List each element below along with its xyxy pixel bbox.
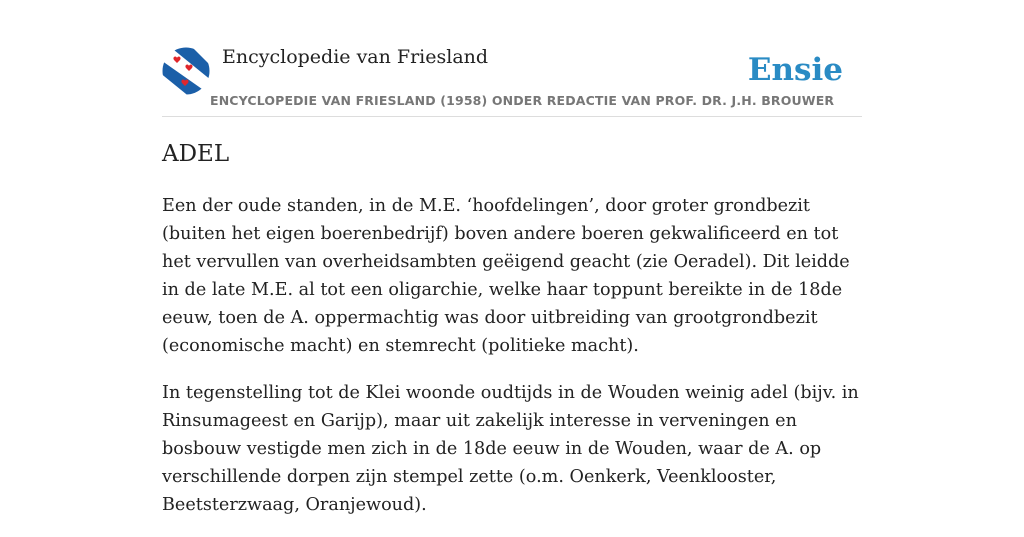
article-paragraph: Een der oude standen, in de M.E. ‘hoofdelingen’, door groter grondbezit (buiten het eigen boerenbedrijf) boven andere boeren gekwalificeerd en tot het vervullen van overheidsambten geëigend geacht (zie Oeradel). Dit leidde in de late M.E. al tot een oligarchie, welke haar toppunt bereikte in de 18de eeuw, toen de A. oppermachtig was door uitbreiding van grootgrondbezit (economische macht) en stemrecht (politieke macht). <box>162 196 850 357</box>
encyclopedia-subtitle[interactable]: ENCYCLOPEDIE VAN FRIESLAND (1958) ONDER REDACTIE VAN PROF. DR. J.H. BROUWER <box>210 93 835 108</box>
article-title: ADEL <box>162 141 230 167</box>
page <box>162 0 862 515</box>
brand-logo[interactable]: Ensie <box>747 52 843 88</box>
site-header <box>162 0 862 117</box>
article-paragraph: In tegenstelling tot de Klei woonde oudtijds in de Wouden weinig adel (bijv. in Rinsumageest en Garijp), maar uit zakelijk interesse in verveningen en bosbouw vestigde men zich in de 18de eeuw in de Wouden, waar de A. op verschillende dorpen zijn stempel zette (o.m. Oenkerk, Veenklooster, Beetsterzwaag, Oranjewoud). <box>162 382 859 515</box>
article-body <box>162 192 862 537</box>
frisian-flag-icon[interactable] <box>162 47 210 95</box>
site-title[interactable]: Encyclopedie van Friesland <box>222 46 489 68</box>
